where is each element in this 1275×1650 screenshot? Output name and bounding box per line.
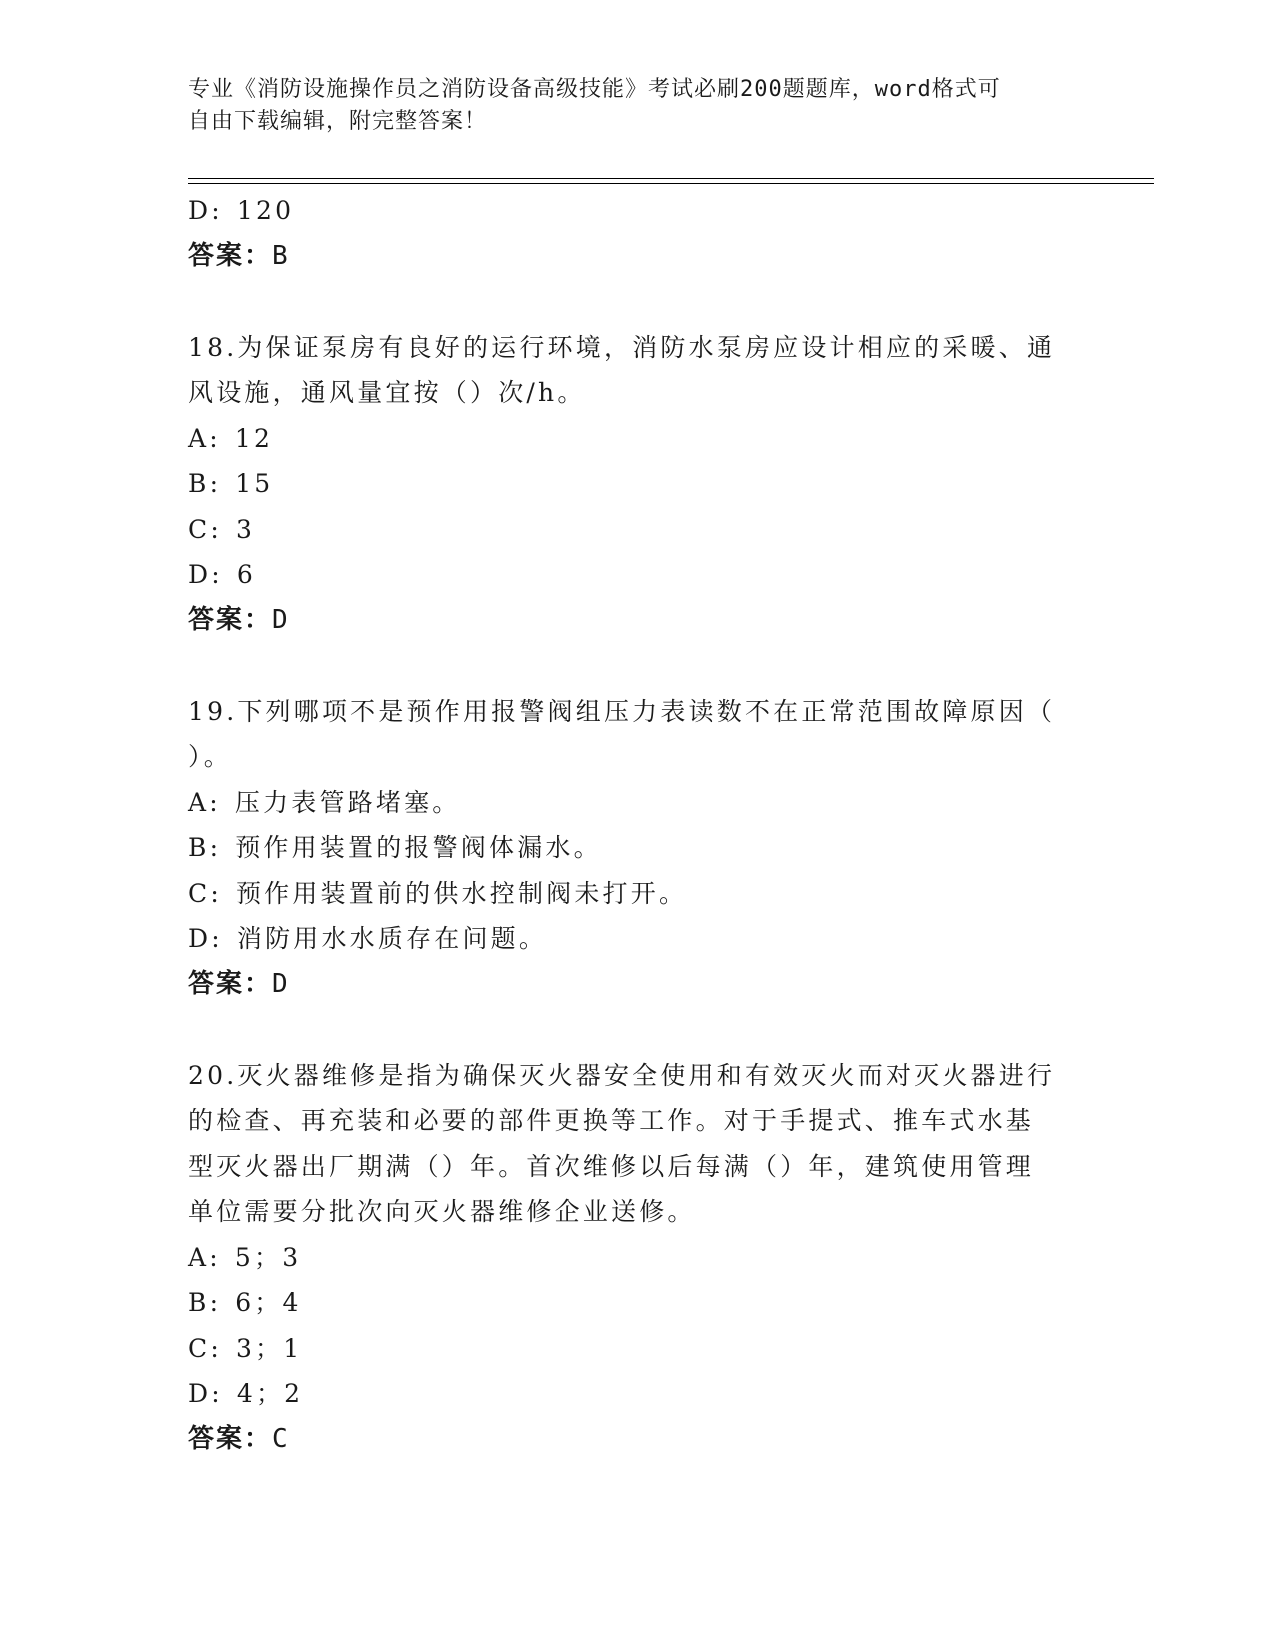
option-label: C: [188, 1333, 222, 1363]
option-value: 12 [234, 423, 274, 453]
option-label: B: [188, 1288, 222, 1317]
header-divider-top [188, 178, 1154, 179]
option-label: B: [188, 833, 222, 862]
option-label: A: [188, 1242, 221, 1272]
option-row [188, 461, 1088, 507]
option-row [188, 780, 1088, 826]
option-row [188, 416, 1088, 462]
spacer [188, 1007, 1088, 1053]
option-row [188, 871, 1088, 917]
answer-row [188, 598, 1088, 644]
question-text-line: 型灭火器出厂期满（）年。首次维修以后每满（）年，建筑使用管理 [188, 1151, 1035, 1181]
spacer [188, 279, 1088, 325]
option-label: D: [188, 1379, 223, 1408]
option-value: 3；1 [235, 1333, 303, 1363]
option-row [188, 1371, 1088, 1417]
option-row [188, 1280, 1088, 1326]
question-text-line: ）。 [188, 742, 232, 771]
option-label: D: [188, 196, 223, 225]
question-text-line: 风设施，通风量宜按（）次/h。 [188, 378, 586, 407]
option-label: D: [188, 924, 223, 953]
document-header [188, 74, 1068, 138]
option-label: D: [188, 560, 223, 589]
answer-value: C [272, 1423, 290, 1454]
option-value: 压力表管路堵塞。 [234, 787, 461, 817]
option-value: 消防用水水质存在问题。 [236, 924, 548, 953]
answer-label: 答案： [188, 240, 273, 271]
option-value: 4；2 [236, 1379, 304, 1408]
spacer [188, 643, 1088, 689]
option-value: 预作用装置的报警阀体漏水。 [235, 833, 602, 862]
option-row [188, 1326, 1088, 1372]
option-value: 预作用装置前的供水控制阀未打开。 [235, 878, 688, 908]
option-row [188, 1235, 1088, 1281]
option-value: 6；4 [235, 1288, 302, 1317]
answer-row [188, 1417, 1088, 1463]
option-row [188, 916, 1088, 962]
question-text-line: 的检查、再充装和必要的部件更换等工作。对于手提式、推车式水基 [188, 1106, 1035, 1135]
option-row [188, 825, 1088, 871]
question-text-line: 20.灭火器维修是指为确保灭火器安全使用和有效灭火而对灭火器进行 [188, 1060, 1056, 1090]
question-block [188, 325, 1088, 644]
question-block [188, 1053, 1088, 1463]
option-label: B: [188, 469, 222, 498]
header-line-2: 自由下载编辑，附完整答案！ [188, 109, 488, 134]
header-divider-bottom [188, 183, 1154, 184]
option-label: C: [188, 514, 222, 544]
option-label: C: [188, 878, 222, 908]
option-label: A: [188, 423, 221, 453]
option-value: 6 [236, 560, 256, 589]
question-text-line: 18.为保证泵房有良好的运行环境，消防水泵房应设计相应的采暖、通 [188, 332, 1056, 362]
option-value: 3 [235, 514, 256, 544]
document-body [188, 188, 1088, 1462]
answer-label: 答案： [188, 1423, 273, 1454]
option-label: A: [188, 787, 221, 817]
answer-row [188, 962, 1088, 1008]
option-row [188, 188, 1088, 234]
question-text-line: 19.下列哪项不是预作用报警阀组压力表读数不在正常范围故障原因（ [188, 696, 1056, 726]
option-row [188, 552, 1088, 598]
option-value: 120 [236, 196, 295, 225]
question-text-line: 单位需要分批次向灭火器维修企业送修。 [188, 1197, 696, 1226]
answer-label: 答案： [188, 604, 273, 635]
answer-value: D [272, 968, 290, 999]
answer-value: D [272, 604, 290, 635]
question-block [188, 689, 1088, 1008]
option-value: 5；3 [234, 1242, 302, 1272]
option-row [188, 507, 1088, 553]
answer-label: 答案： [188, 968, 273, 999]
answer-row [188, 234, 1088, 280]
header-line-1: 专业《消防设施操作员之消防设备高级技能》考试必刷200题题库，word格式可 [188, 77, 1001, 102]
option-value: 15 [235, 469, 274, 498]
answer-value: B [272, 240, 290, 271]
